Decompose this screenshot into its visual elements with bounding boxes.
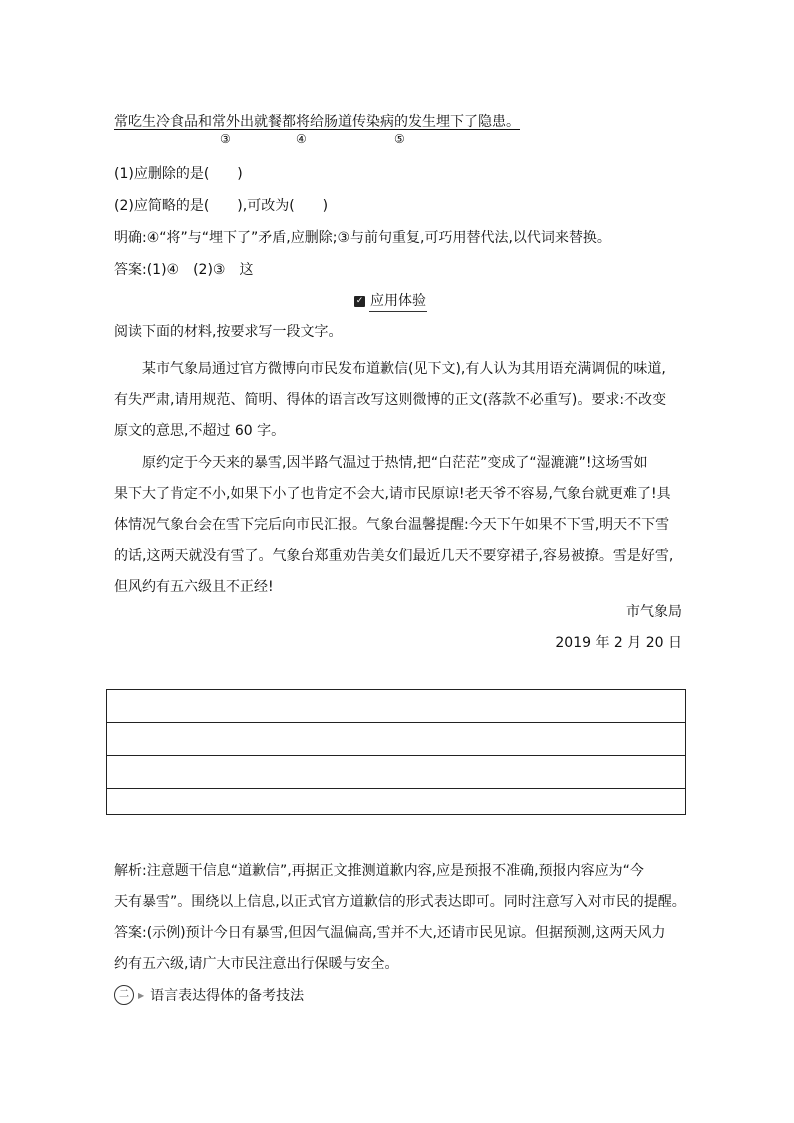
answer-box[interactable] [106, 689, 686, 815]
letter-line: 的话,这两天就没有雪了。气象台郑重劝告美女们最近几天不要穿裙子,容易被撩。雪是好雪, [114, 548, 674, 564]
analysis-line: 解析:注意题干信息“道歉信”,再据正文推测道歉内容,应是预报不准确,预报内容应为“今 [114, 863, 644, 879]
sentence-line: 常吃生冷食品和常外出就餐都将给肠道传染病的发生埋下了隐患。 [114, 114, 520, 130]
letter-paragraph [114, 448, 682, 603]
letter-line: 原约定于今天来的暴雪,因半路气温过于热情,把“白茫茫”变成了“湿漉漉”!这场雪如 [142, 455, 648, 471]
letter-line: 但风约有五六级且不正经! [114, 579, 274, 595]
triangle-icon: ▶ [138, 990, 145, 1000]
checkbox-icon: ✓ [355, 295, 364, 306]
prompt-line: 原文的意思,不超过 60 字。 [114, 423, 286, 439]
answer-line[interactable] [107, 756, 685, 789]
question-2: (2)应简略的是( ),可改为( ) [114, 198, 329, 214]
section-heading [354, 290, 427, 312]
section-title: 应用体验 [369, 290, 427, 312]
letter-line: 果下大了肯定不小,如果下小了也肯定不会大,请市民原谅!老天爷不容易,气象台就更难了!具 [114, 486, 671, 502]
prompt-line: 某市气象局通过官方微博向市民发布道歉信(见下文),有人认为其用语充满调侃的味道, [142, 361, 666, 377]
signature: 市气象局 [626, 604, 682, 620]
clarification: 明确:④“将”与“埋下了”矛盾,应删除;③与前句重复,可巧用替代法,以代词来替换。 [114, 230, 611, 246]
marker-4: ④ [296, 132, 307, 146]
marker-row [0, 132, 794, 148]
question-1: (1)应删除的是( ) [114, 166, 243, 182]
answer-1: 答案:(1)④ (2)③ 这 [114, 262, 254, 278]
answer-2-line: 约有五六级,请广大市民注意出行保暖与安全。 [114, 956, 399, 972]
section-number-icon: 二 [114, 985, 134, 1005]
instruction: 阅读下面的材料,按要求写一段文字。 [114, 324, 343, 340]
analysis-paragraph [114, 856, 686, 980]
analysis-line: 天有暴雪”。围绕以上信息,以正式官方道歉信的形式表达即可。同时注意写入对市民的提醒。 [114, 894, 686, 910]
answer-2-line: 答案:(示例)预计今日有暴雪,但因气温偏高,雪并不大,还请市民见谅。但据预测,这两天风力 [114, 925, 666, 941]
marker-5: ⑤ [394, 132, 405, 146]
prompt-paragraph [114, 354, 682, 447]
answer-line[interactable] [107, 789, 685, 822]
answer-line[interactable] [107, 690, 685, 723]
prompt-line: 有失严肃,请用规范、简明、得体的语言改写这则微博的正文(落款不必重写)。要求:不改变 [114, 392, 667, 408]
footer-heading [114, 985, 304, 1005]
marker-3: ③ [220, 132, 231, 146]
letter-line: 体情况气象台会在雪下完后向市民汇报。气象台温馨提醒:今天下午如果不下雪,明天不下雪 [114, 517, 670, 533]
footer-title: 语言表达得体的备考技法 [150, 988, 305, 1004]
answer-line[interactable] [107, 723, 685, 756]
letter-date: 2019 年 2 月 20 日 [555, 635, 682, 651]
